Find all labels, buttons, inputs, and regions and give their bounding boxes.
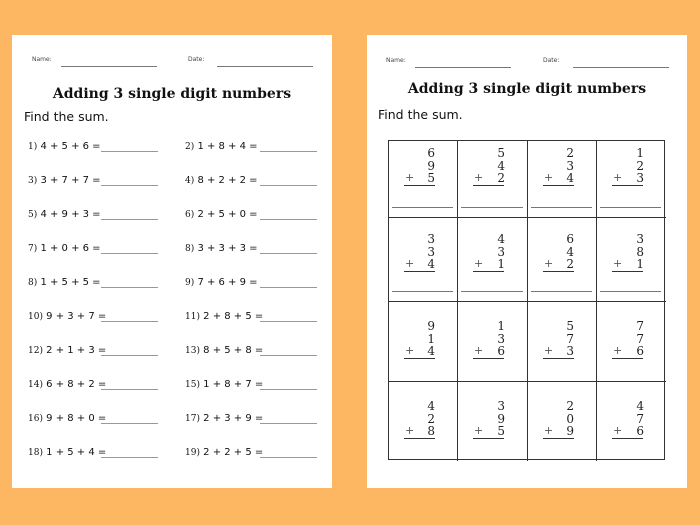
plus-sign: + — [474, 424, 484, 437]
problem-item — [28, 277, 101, 288]
addend: 3 — [427, 244, 435, 259]
addend: 5 — [497, 146, 505, 160]
answer-line[interactable] — [461, 291, 523, 292]
addend-stack — [566, 233, 574, 271]
sum-bar — [543, 185, 574, 186]
addend: 1 — [497, 319, 505, 333]
addend: 5 — [566, 319, 574, 333]
date-field[interactable] — [217, 66, 313, 67]
answer-line[interactable] — [461, 207, 523, 208]
addend: 3 — [636, 171, 644, 185]
addend: 3 — [566, 344, 574, 358]
addend: 1 — [497, 257, 505, 271]
answer-line[interactable] — [260, 355, 317, 356]
problem-item — [28, 175, 101, 186]
addend: 1 — [636, 257, 644, 271]
answer-line[interactable] — [260, 457, 317, 458]
addition-cell — [528, 302, 597, 382]
worksheet-title: Adding 3 single digit numbers — [407, 81, 647, 97]
problem-number: 12) — [28, 346, 43, 356]
plus-sign: + — [613, 171, 623, 184]
sum-bar — [612, 271, 643, 272]
answer-line[interactable] — [101, 253, 158, 254]
date-label: Date: — [188, 56, 205, 63]
problem-expression: 8 + 5 + 8 = — [203, 345, 264, 356]
date-field[interactable] — [573, 67, 669, 68]
addend: 7 — [636, 319, 644, 333]
problem-item — [28, 413, 106, 424]
problem-item — [28, 209, 101, 220]
addend-stack — [427, 400, 435, 438]
answer-line[interactable] — [600, 207, 661, 208]
plus-sign: + — [544, 257, 554, 270]
problem-item — [185, 311, 263, 322]
addition-cell — [528, 218, 597, 302]
answer-line[interactable] — [101, 457, 158, 458]
problem-expression: 2 + 8 + 5 = — [203, 311, 264, 322]
addend-stack — [566, 147, 574, 185]
addition-cell — [458, 302, 528, 382]
plus-sign: + — [405, 344, 415, 357]
addend: 1 — [427, 331, 435, 346]
sum-bar — [473, 271, 504, 272]
problem-number: 5) — [28, 210, 38, 220]
sum-bar — [404, 358, 435, 359]
answer-line[interactable] — [260, 219, 317, 220]
addend: 7 — [636, 411, 644, 426]
plus-sign: + — [405, 257, 415, 270]
problem-number: 9) — [185, 278, 195, 288]
answer-line[interactable] — [260, 423, 317, 424]
problem-number: 19) — [185, 448, 200, 458]
date-label: Date: — [543, 57, 560, 64]
answer-line[interactable] — [600, 291, 661, 292]
problem-expression: 3 + 7 + 7 = — [40, 175, 101, 186]
problem-number: 7) — [28, 244, 38, 254]
plus-sign: + — [474, 171, 484, 184]
plus-sign: + — [544, 424, 554, 437]
addend: 4 — [427, 257, 435, 271]
name-label: Name: — [386, 57, 406, 64]
problem-item — [28, 243, 101, 254]
answer-line[interactable] — [392, 291, 453, 292]
addition-cell — [528, 141, 597, 218]
answer-line[interactable] — [531, 291, 592, 292]
addend: 2 — [427, 411, 435, 426]
addend: 8 — [427, 424, 435, 438]
sum-bar — [473, 438, 504, 439]
problem-expression: 8 + 2 + 2 = — [197, 175, 258, 186]
addend: 6 — [566, 232, 574, 246]
addend: 5 — [427, 171, 435, 185]
problem-expression: 1 + 8 + 7 = — [203, 379, 264, 390]
addition-cell — [597, 141, 666, 218]
answer-line[interactable] — [101, 185, 158, 186]
sum-bar — [404, 271, 435, 272]
addend: 2 — [497, 171, 505, 185]
problem-number: 13) — [185, 346, 200, 356]
addend-stack — [497, 320, 505, 358]
addition-cell — [389, 141, 458, 218]
sum-bar — [473, 358, 504, 359]
problem-expression: 7 + 6 + 9 = — [197, 277, 258, 288]
problem-item — [28, 447, 106, 458]
sum-bar — [543, 438, 574, 439]
answer-line[interactable] — [101, 287, 158, 288]
addend-stack — [497, 233, 505, 271]
addend-stack — [636, 233, 644, 271]
addition-cell — [389, 302, 458, 382]
addend-stack — [427, 233, 435, 271]
sum-bar — [543, 271, 574, 272]
addend: 4 — [497, 158, 505, 173]
addend-stack — [566, 400, 574, 438]
addend: 1 — [636, 146, 644, 160]
answer-line[interactable] — [101, 355, 158, 356]
plus-sign: + — [405, 171, 415, 184]
worksheet-right — [367, 35, 687, 488]
plus-sign: + — [613, 257, 623, 270]
problem-expression: 2 + 2 + 5 = — [203, 447, 264, 458]
addend: 4 — [566, 244, 574, 259]
problem-item — [28, 379, 106, 390]
problem-number: 14) — [28, 380, 43, 390]
sum-bar — [612, 185, 643, 186]
addend: 3 — [636, 232, 644, 246]
problem-number: 3) — [28, 176, 38, 186]
problem-item — [185, 277, 258, 288]
problem-expression: 9 + 3 + 7 = — [46, 311, 107, 322]
plus-sign: + — [544, 171, 554, 184]
addend: 4 — [427, 399, 435, 413]
problem-expression: 4 + 5 + 6 = — [40, 141, 101, 152]
answer-line[interactable] — [101, 389, 158, 390]
addend: 3 — [497, 244, 505, 259]
problem-expression: 1 + 5 + 5 = — [40, 277, 101, 288]
plus-sign: + — [474, 257, 484, 270]
answer-line[interactable] — [260, 321, 317, 322]
addend: 2 — [566, 146, 574, 160]
problem-number: 17) — [185, 414, 200, 424]
problem-number: 10) — [28, 312, 43, 322]
addend-stack — [497, 147, 505, 185]
problem-number: 2) — [185, 142, 195, 152]
problem-number: 8) — [28, 278, 38, 288]
addend: 4 — [636, 399, 644, 413]
instruction-text: Find the sum. — [378, 107, 463, 122]
problem-item — [185, 345, 263, 356]
answer-line[interactable] — [101, 321, 158, 322]
problem-number: 18) — [28, 448, 43, 458]
problem-number: 15) — [185, 380, 200, 390]
sum-bar — [612, 438, 643, 439]
addend: 3 — [427, 232, 435, 246]
addend: 7 — [636, 331, 644, 346]
plus-sign: + — [474, 344, 484, 357]
worksheet-left — [12, 35, 332, 488]
problem-item — [185, 209, 258, 220]
instruction-text: Find the sum. — [24, 109, 109, 124]
addend-stack — [636, 400, 644, 438]
addend: 3 — [497, 399, 505, 413]
addend: 7 — [566, 331, 574, 346]
answer-line[interactable] — [260, 253, 317, 254]
name-field[interactable] — [61, 66, 157, 67]
problem-expression: 4 + 9 + 3 = — [40, 209, 101, 220]
addend: 6 — [427, 146, 435, 160]
problem-item — [185, 379, 263, 390]
addition-cell — [597, 302, 666, 382]
problem-number: 4) — [185, 176, 195, 186]
worksheet-title: Adding 3 single digit numbers — [52, 86, 292, 102]
addend: 4 — [497, 232, 505, 246]
addend: 2 — [636, 158, 644, 173]
plus-sign: + — [613, 424, 623, 437]
answer-line[interactable] — [260, 185, 317, 186]
addend: 9 — [427, 158, 435, 173]
addend: 5 — [497, 424, 505, 438]
addend: 2 — [566, 257, 574, 271]
sum-bar — [612, 358, 643, 359]
addend: 8 — [636, 244, 644, 259]
addend: 9 — [566, 424, 574, 438]
problem-item — [185, 141, 258, 152]
problem-number: 16) — [28, 414, 43, 424]
answer-line[interactable] — [101, 219, 158, 220]
answer-line[interactable] — [101, 423, 158, 424]
problem-item — [185, 243, 258, 254]
addend: 6 — [497, 344, 505, 358]
addend: 9 — [497, 411, 505, 426]
addition-cell — [597, 218, 666, 302]
addend: 2 — [566, 399, 574, 413]
sum-bar — [404, 185, 435, 186]
problem-item — [185, 175, 258, 186]
problem-expression: 9 + 8 + 0 = — [46, 413, 107, 424]
problem-expression: 2 + 5 + 0 = — [197, 209, 258, 220]
addend-stack — [497, 400, 505, 438]
addition-cell — [389, 382, 458, 461]
answer-line[interactable] — [260, 389, 317, 390]
addend-stack — [636, 147, 644, 185]
problem-expression: 1 + 0 + 6 = — [40, 243, 101, 254]
problem-item — [28, 311, 106, 322]
problem-expression: 2 + 1 + 3 = — [46, 345, 107, 356]
plus-sign: + — [405, 424, 415, 437]
addend: 6 — [636, 424, 644, 438]
answer-line[interactable] — [260, 151, 317, 152]
sum-bar — [543, 358, 574, 359]
sum-bar — [473, 185, 504, 186]
answer-line[interactable] — [392, 207, 453, 208]
answer-line[interactable] — [531, 207, 592, 208]
addend: 0 — [566, 411, 574, 426]
addend-stack — [636, 320, 644, 358]
addend-stack — [427, 147, 435, 185]
problem-number: 6) — [185, 210, 195, 220]
problem-expression: 1 + 5 + 4 = — [46, 447, 107, 458]
addend-stack — [427, 320, 435, 358]
problem-expression: 1 + 8 + 4 = — [197, 141, 258, 152]
problem-item — [185, 413, 263, 424]
problem-item — [28, 141, 101, 152]
answer-line[interactable] — [101, 151, 158, 152]
problem-number: 11) — [185, 312, 200, 322]
addend-stack — [566, 320, 574, 358]
addition-cell — [389, 218, 458, 302]
answer-line[interactable] — [260, 287, 317, 288]
addend: 4 — [427, 344, 435, 358]
problem-item — [185, 447, 263, 458]
name-label: Name: — [32, 56, 52, 63]
plus-sign: + — [613, 344, 623, 357]
addend: 4 — [566, 171, 574, 185]
addend: 3 — [497, 331, 505, 346]
problem-item — [28, 345, 106, 356]
addition-cell — [458, 382, 528, 461]
addition-cell — [458, 218, 528, 302]
problem-expression: 6 + 8 + 2 = — [46, 379, 107, 390]
addend: 3 — [566, 158, 574, 173]
problem-expression: 2 + 3 + 9 = — [203, 413, 264, 424]
problem-number: 8) — [185, 244, 195, 254]
addend: 6 — [636, 344, 644, 358]
addition-cell — [597, 382, 666, 461]
plus-sign: + — [544, 344, 554, 357]
problem-expression: 3 + 3 + 3 = — [197, 243, 258, 254]
sum-bar — [404, 438, 435, 439]
problem-number: 1) — [28, 142, 38, 152]
addition-cell — [458, 141, 528, 218]
addition-cell — [528, 382, 597, 461]
addend: 9 — [427, 319, 435, 333]
name-field[interactable] — [415, 67, 511, 68]
vertical-addition-grid — [388, 140, 665, 460]
